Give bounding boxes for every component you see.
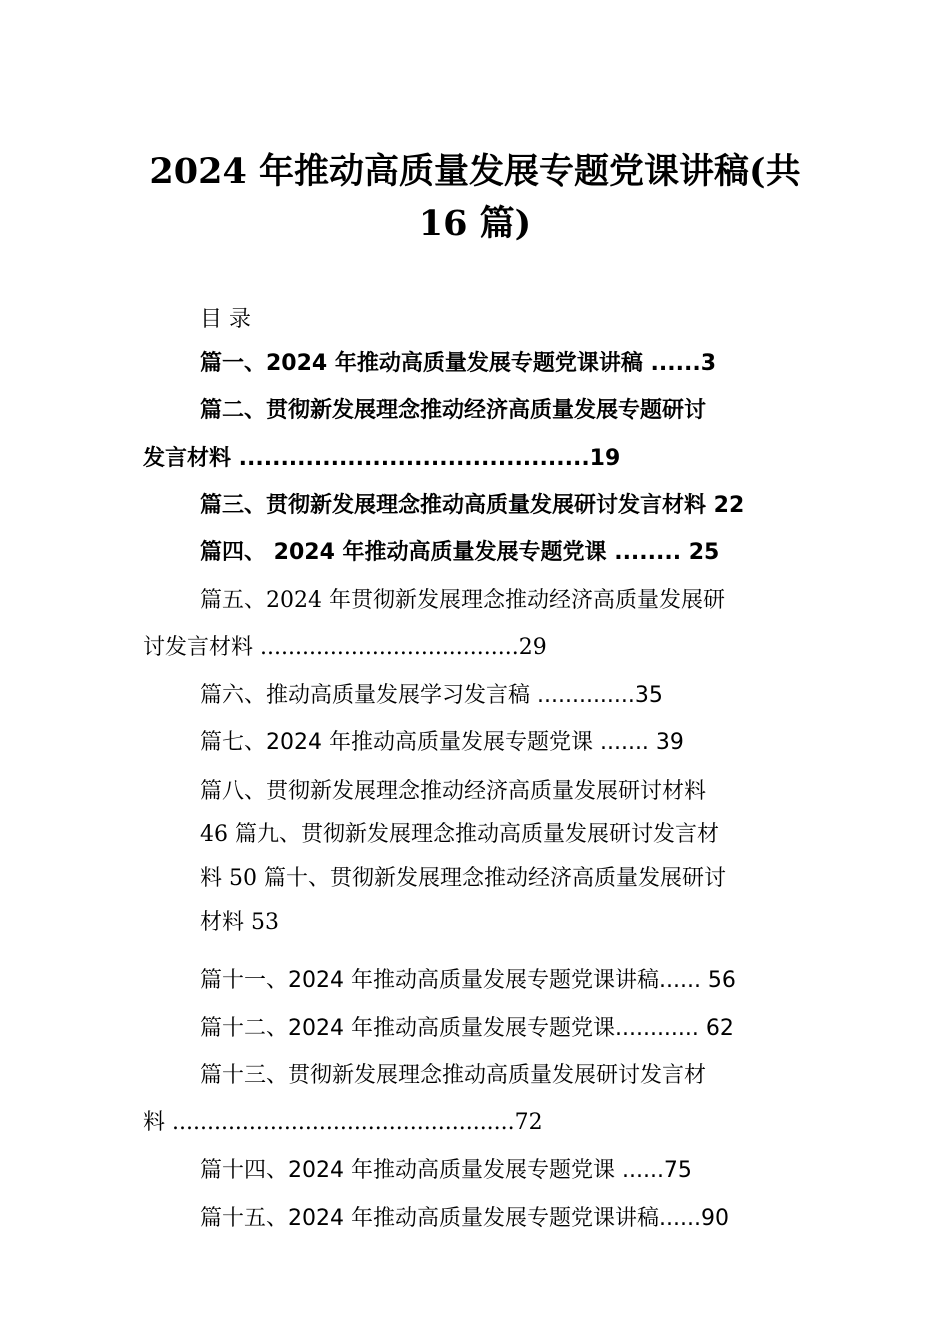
- toc-entry-2-line-2[interactable]: 发言材料 ..........................................19: [143, 446, 621, 471]
- toc-entry-9[interactable]: 46 篇九、贯彻新发展理念推动高质量发展研讨发言材: [200, 822, 719, 847]
- toc-entry-8[interactable]: 篇八、贯彻新发展理念推动经济高质量发展研讨材料: [200, 779, 707, 804]
- toc-entry-5-line-1[interactable]: 篇五、2024 年贯彻新发展理念推动经济高质量发展研: [200, 588, 725, 613]
- toc-entry-14[interactable]: 篇十四、2024 年推动高质量发展专题党课 ......75: [200, 1158, 692, 1183]
- toc-entry-6[interactable]: 篇六、推动高质量发展学习发言稿 ..............35: [200, 683, 663, 708]
- toc-entry-11[interactable]: 篇十一、2024 年推动高质量发展专题党课讲稿...... 56: [200, 968, 736, 993]
- toc-entry-12[interactable]: 篇十二、2024 年推动高质量发展专题党课............ 62: [200, 1016, 734, 1041]
- toc-entry-10[interactable]: 料 50 篇十、贯彻新发展理念推动经济高质量发展研讨: [200, 866, 726, 891]
- toc-entry-7[interactable]: 篇七、2024 年推动高质量发展专题党课 ....... 39: [200, 730, 684, 755]
- toc-entry-5-line-2[interactable]: 讨发言材料 .....................................29: [143, 635, 547, 660]
- title-line-1: 2024 年推动高质量发展专题党课讲稿(共: [149, 151, 801, 192]
- document-title: [100, 146, 850, 250]
- title-line-2: 16 篇): [418, 203, 532, 244]
- toc-entry-4[interactable]: 篇四、 2024 年推动高质量发展专题党课 ........ 25: [200, 540, 720, 565]
- toc-entry-1[interactable]: 篇一、2024 年推动高质量发展专题党课讲稿 ......3: [200, 351, 717, 376]
- toc-entry-13-line-1[interactable]: 篇十三、贯彻新发展理念推动高质量发展研讨发言材: [200, 1063, 707, 1088]
- toc-entry-13-line-2[interactable]: 料 .................................................72: [143, 1110, 543, 1135]
- toc-entry-10-end[interactable]: 材料 53: [200, 910, 279, 935]
- toc-entry-15[interactable]: 篇十五、2024 年推动高质量发展专题党课讲稿......90: [200, 1206, 729, 1231]
- toc-heading: 目 录: [200, 307, 251, 332]
- toc-entry-3[interactable]: 篇三、贯彻新发展理念推动高质量发展研讨发言材料 22: [200, 493, 745, 518]
- toc-entry-2-line-1[interactable]: 篇二、贯彻新发展理念推动经济高质量发展专题研讨: [200, 398, 707, 423]
